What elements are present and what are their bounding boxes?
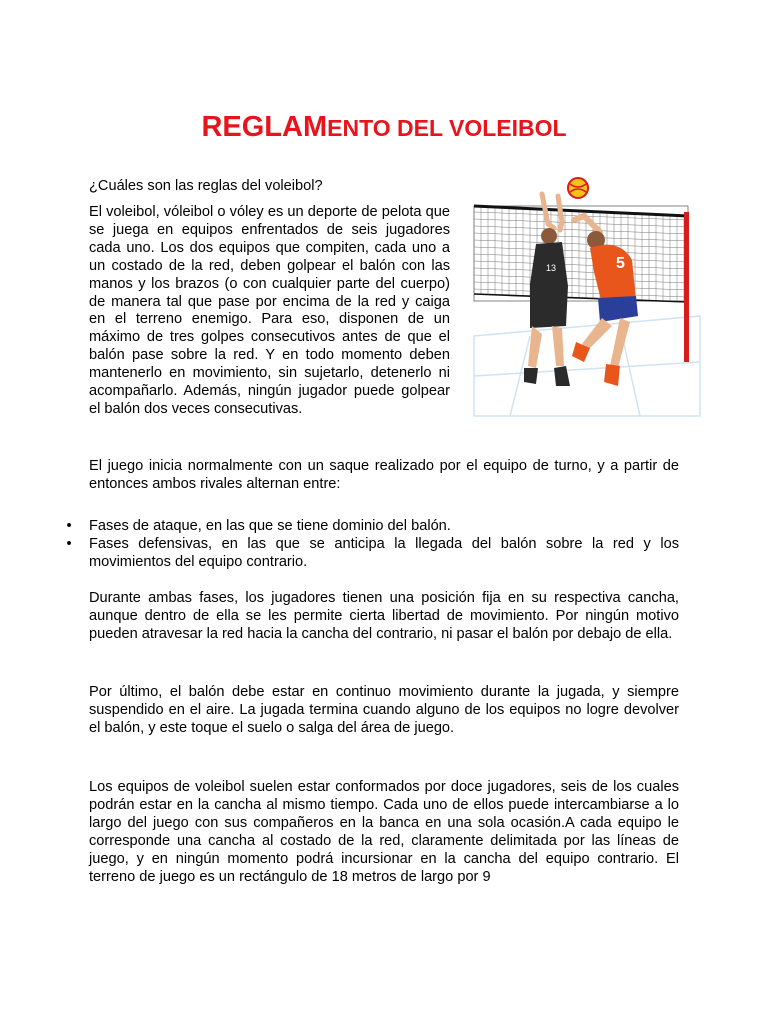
intro-paragraph: El voleibol, vóleibol o vóley es un deporte de pelota que se juega en equipos enfrentados de seis jugadores cada uno. Los dos equipos que compiten, cada uno a un costado de la red, deben golpear el balón con las manos y los brazos (o con cualquier parte del cuerpo) de manera tal que pase por encima de la red y caiga en el terreno enemigo. Para eso, disponen de un máximo de tres golpes consecutivos antes de que el balón pase sobre la red. Y en todo momento deben mantenerlo en movimiento, sin sujetarlo, detenerlo ni acompañarlo. Además, ningún jugador puede golpear el balón dos veces consecutivas.	[89, 204, 450, 417]
title-part-1: REGLAM	[201, 111, 328, 143]
list-item-text: Fases defensivas, en las que se anticipa la llegada del balón sobre la red y los movimientos del equipo contrario.	[89, 535, 679, 570]
volleyball-illustration	[470, 176, 704, 420]
bullet-marker: •	[66, 535, 72, 552]
court-lines	[474, 316, 700, 416]
bullet-marker: •	[66, 518, 72, 534]
phases-paragraph: Durante ambas fases, los jugadores tienen una posición fija en su respectiva cancha, aunque dentro de ella se les permite cierta libertad de movimiento. Por ningún motivo pueden atravesar la red hacia la cancha del contrario, ni pasar el balón por debajo de ella.	[89, 590, 679, 642]
page-title	[0, 112, 768, 144]
player-right-number: 5	[616, 255, 625, 272]
net-post	[684, 212, 689, 362]
title-part-2: ENTO	[327, 115, 397, 141]
ball-icon	[568, 178, 588, 198]
game-paragraph: El juego inicia normalmente con un saque realizado por el equipo de turno, y a partir de entonces ambos rivales alternan entre:	[89, 458, 679, 492]
list-item-text: Fases de ataque, en las que se tiene dominio del balón.	[89, 518, 451, 534]
teams-paragraph: Los equipos de voleibol suelen estar conformados por doce jugadores, seis de los cuales podrán estar en la cancha al mismo tiempo. Cada uno de ellos puede intercambiarse a lo largo del juego con sus compañeros en la banca en una sola ocasión.A cada equipo le corresponde una cancha al costado de la red, claramente delimitada por las líneas de juego, y en ningún momento podrá incursionar en la cancha del equipo contrario. El terreno de juego es un rectángulo de 18 metros de largo por 9	[89, 779, 679, 885]
list-item	[66, 535, 679, 572]
end-paragraph: Por último, el balón debe estar en continuo movimiento durante la jugada, y siempre suspendido en el aire. La jugada termina cuando alguno de los equipos no logre devolver el balón, y este toque el suelo o salga del área de juego.	[89, 684, 679, 736]
phase-list	[66, 518, 679, 572]
player-left	[524, 194, 570, 386]
list-item	[66, 518, 679, 536]
volleyball-players-image	[470, 176, 704, 420]
player-left-number: 13	[546, 263, 557, 273]
title-part-3: DEL VOLEIBOL	[397, 115, 567, 141]
question-text: ¿Cuáles son las reglas del voleibol?	[89, 178, 323, 194]
